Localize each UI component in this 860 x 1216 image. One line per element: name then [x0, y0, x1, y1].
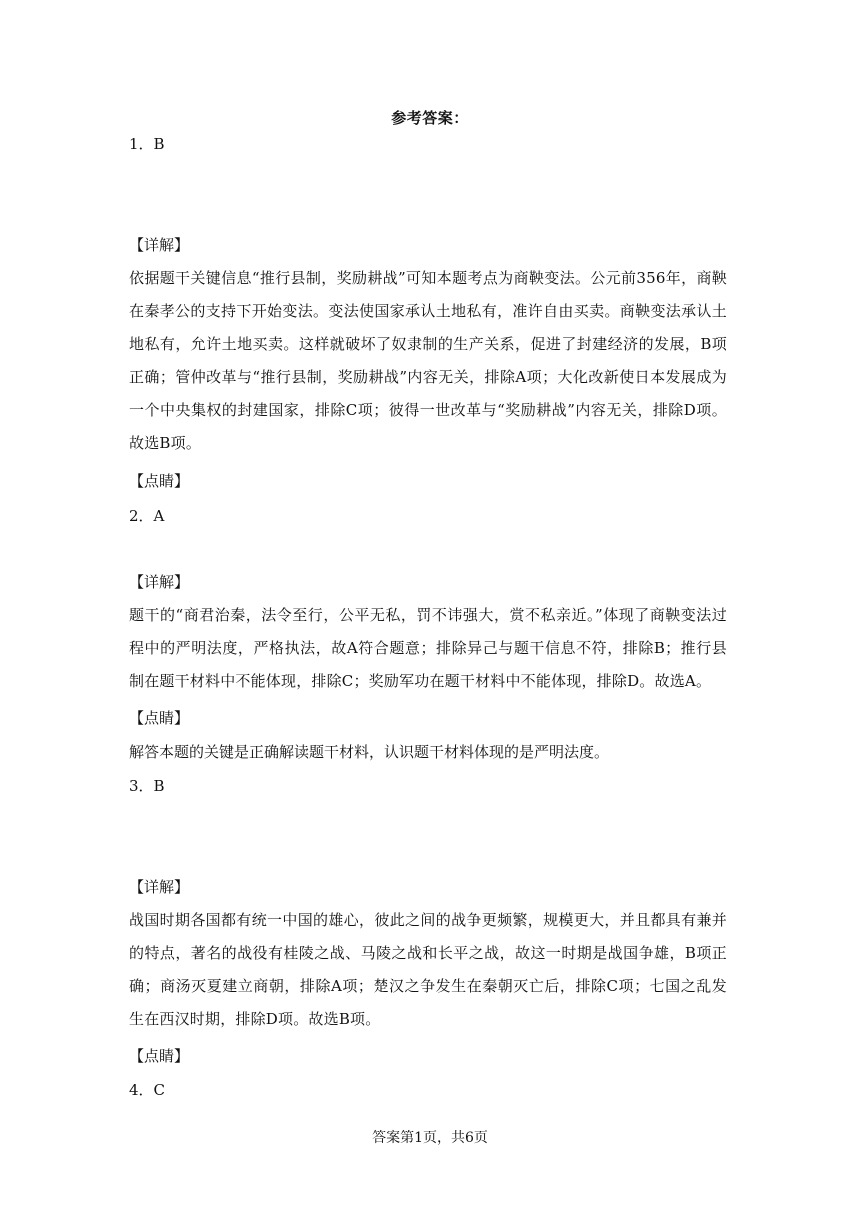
q3-tip-heading: 【点睛】: [129, 1047, 190, 1065]
q4-answer: 4．C: [129, 1081, 166, 1099]
q1-tip-heading: 【点睛】: [129, 472, 190, 490]
q3-answer: 3．B: [129, 777, 165, 795]
page-title: 参考答案：: [391, 109, 469, 127]
q3-detail-text: 战国时期各国都有统一中国的雄心，彼此之间的战争更频繁，规模更大，并且都具有兼并的特点，著名的战役有桂陵之战、马陵之战和长平之战，故这一时期是战国争雄，B项正确；商汤灭夏建立商朝，排除A项；楚汉之争发生在秦朝灭亡后，排除C项；七国之乱发生在西汉时期，排除D项。故选B项。: [129, 911, 727, 1028]
q2-tip-text: 解答本题的关键是正确解读题干材料，认识题干材料体现的是严明法度。: [129, 743, 610, 761]
q2-detail-heading: 【详解】: [129, 573, 190, 591]
q1-detail-heading: 【详解】: [129, 236, 190, 254]
q3-detail-heading: 【详解】: [129, 878, 190, 896]
q2-answer: 2．A: [129, 507, 165, 525]
page-footer: 答案第1页，共6页: [372, 1130, 488, 1146]
q1-detail-text: 依据题干关键信息“推行县制，奖励耕战”可知本题考点为商鞅变法。公元前356年，商鞅在秦孝公的支持下开始变法。变法使国家承认土地私有，准许自由买卖。商鞅变法承认土地私有，允许土地买卖。这样就破坏了奴隶制的生产关系，促进了封建经济的发展，B项正确；管仲改革与“推行县制，奖励耕战”内容无关，排除A项；大化改新使日本发展成为一个中央集权的封建国家，排除C项；彼得一世改革与“奖励耕战”内容无关，排除D项。故选B项。: [129, 269, 727, 452]
q1-answer: 1．B: [129, 135, 165, 153]
q2-detail-text: 题干的“商君治秦，法令至行，公平无私，罚不讳强大，赏不私亲近。”体现了商鞅变法过程中的严明法度，严格执法，故A符合题意；排除异己与题干信息不符，排除B；推行县制在题干材料中不能体现，排除C；奖励军功在题干材料中不能体现，排除D。故选A。: [129, 606, 727, 690]
q2-tip-heading: 【点睛】: [129, 709, 190, 727]
